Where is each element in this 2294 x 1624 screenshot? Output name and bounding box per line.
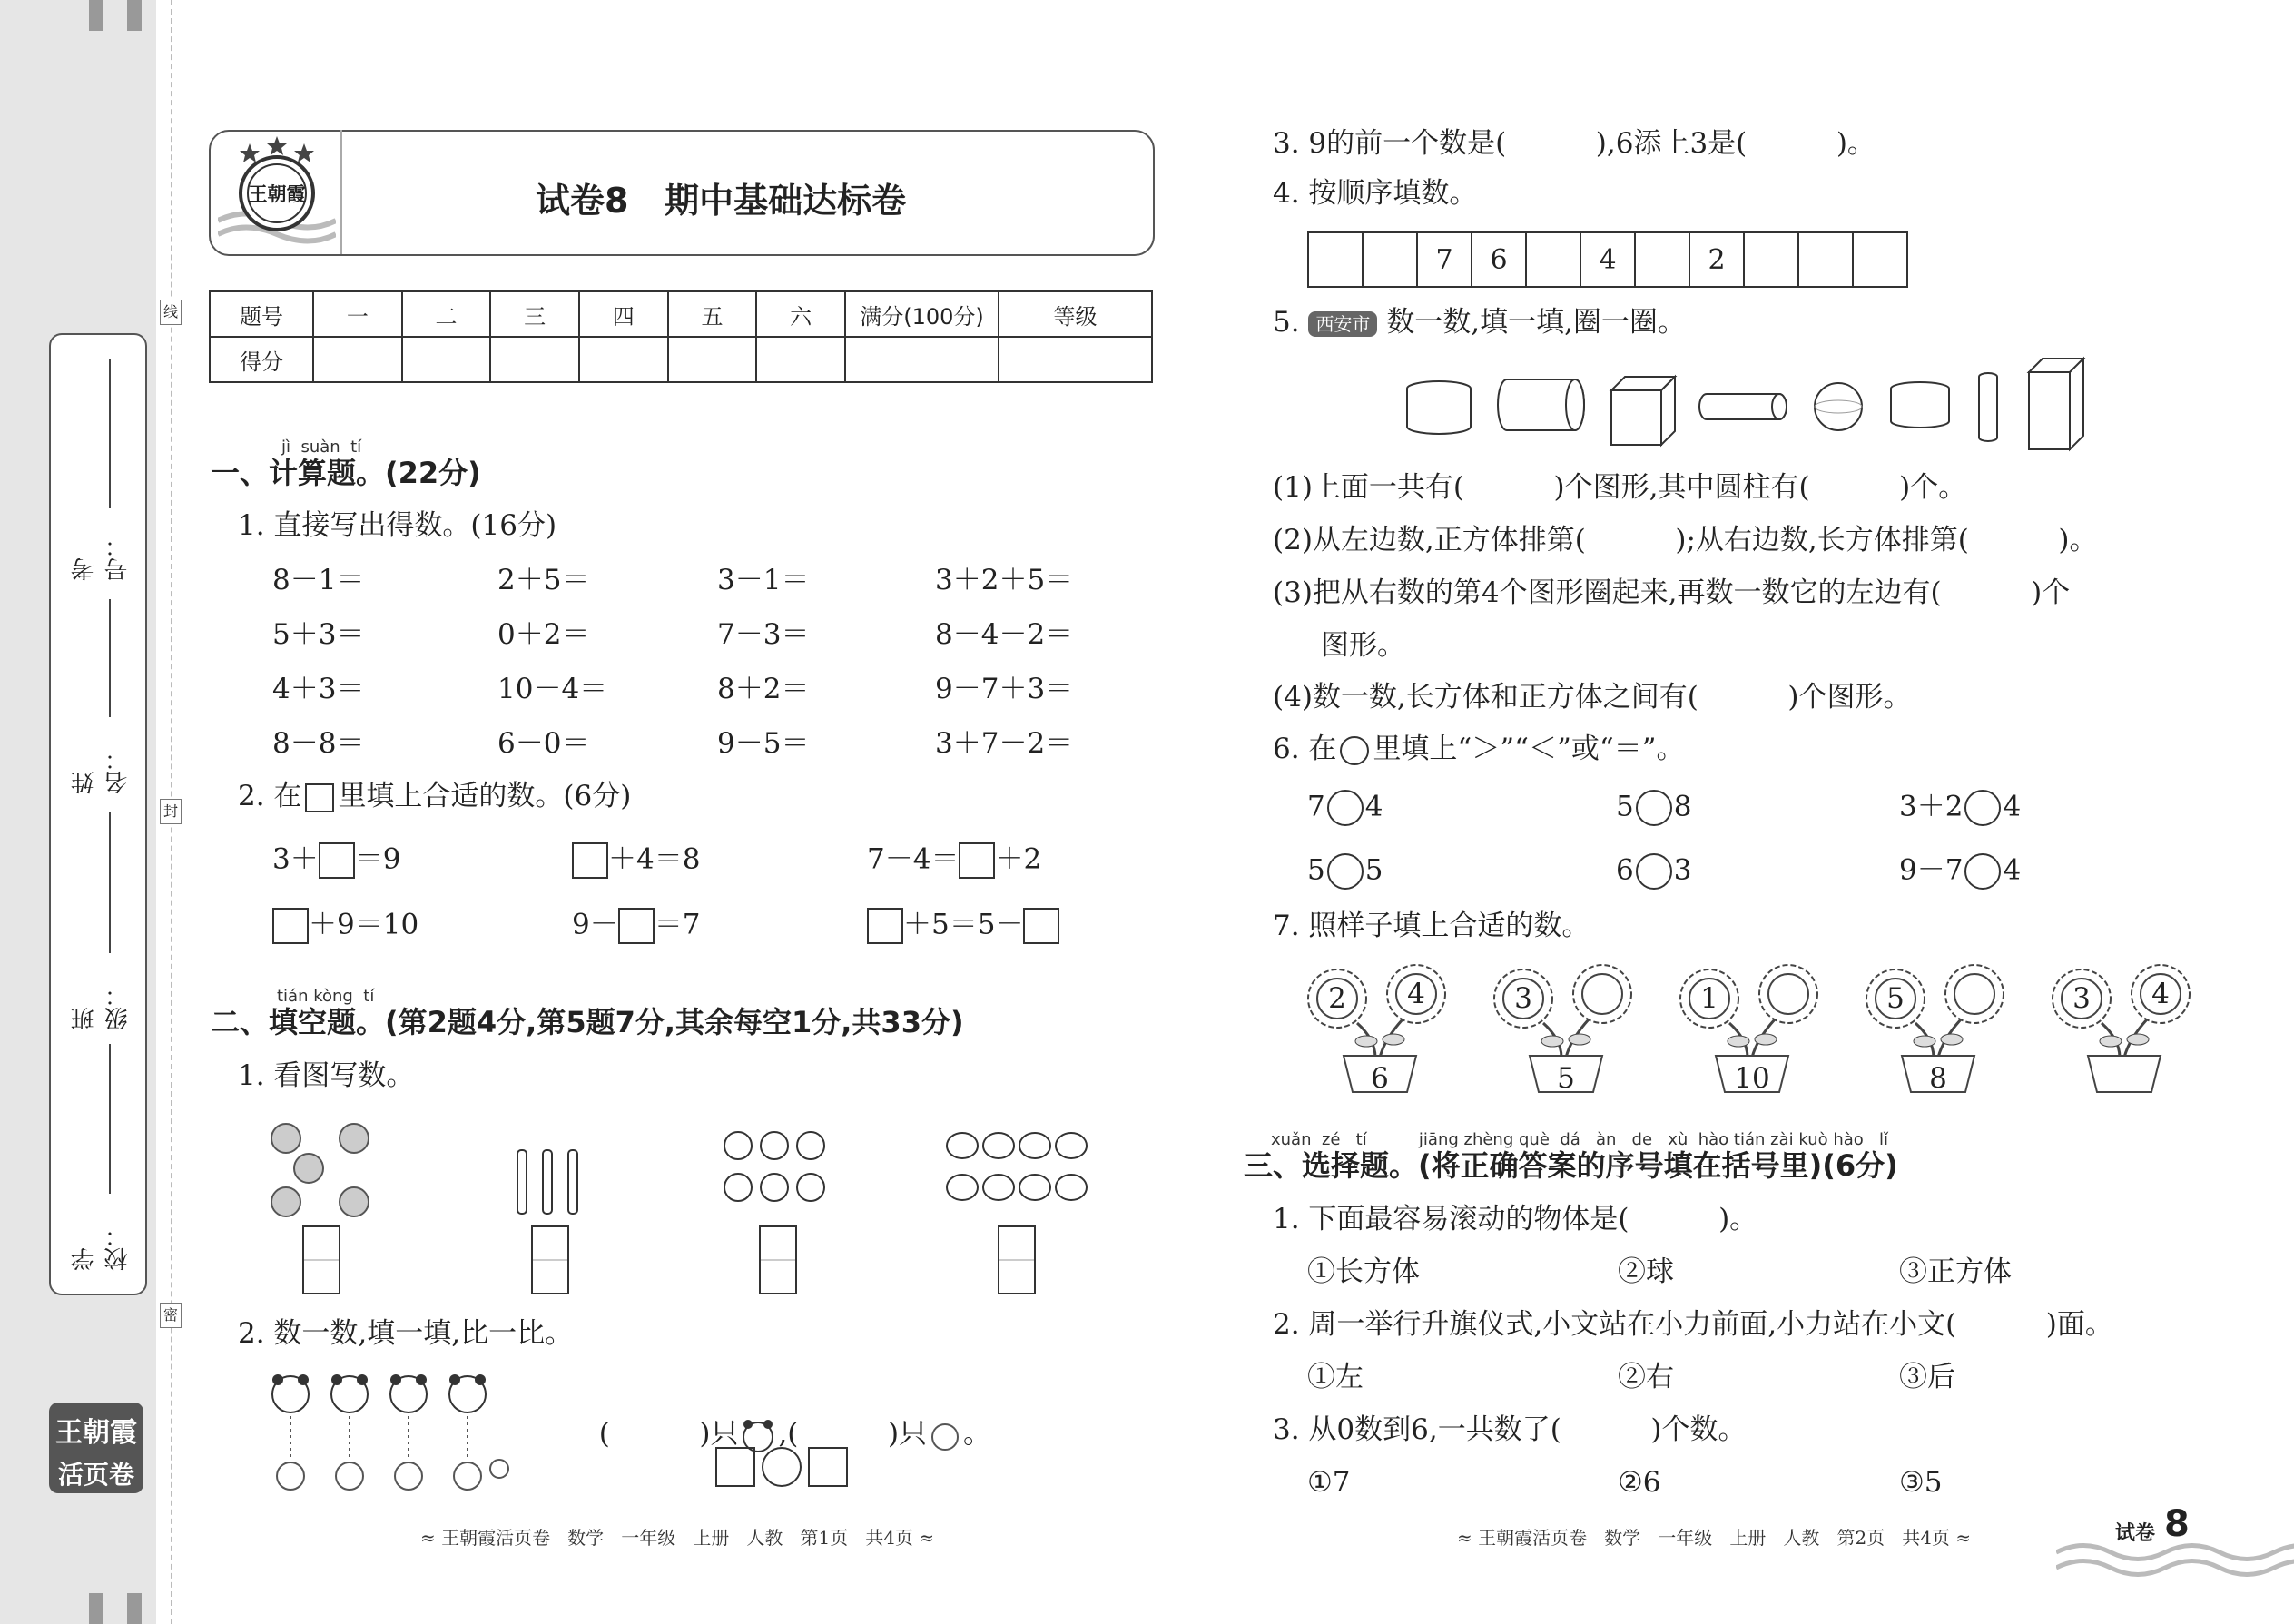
calc-item: 5＋3＝	[272, 618, 365, 651]
compare-right: 4	[2003, 790, 2022, 823]
calc-item: 3＋2＋5＝	[935, 564, 1074, 596]
calc-item: 10－4＝	[497, 673, 608, 705]
picture-group-sticks-icon	[513, 1146, 586, 1218]
binding-mark-top-2	[127, 0, 142, 31]
choice-option[interactable]: ②球	[1618, 1255, 1674, 1288]
solid-shapes-icon	[1398, 354, 2097, 454]
flower-left-number: 1	[1700, 982, 1718, 1015]
pot-number: 5	[1557, 1062, 1575, 1095]
compare-answer-row	[715, 1447, 848, 1487]
cuboid-icon	[2029, 359, 2083, 449]
score-header-cell: 六	[756, 291, 845, 337]
sequence-cell[interactable]	[1853, 232, 1907, 287]
answer-box[interactable]	[319, 842, 355, 879]
choice-option[interactable]: ②右	[1618, 1361, 1674, 1393]
answer-box-tall[interactable]	[531, 1225, 569, 1294]
flower-pot	[2047, 958, 2201, 1103]
answer-box-tall[interactable]	[759, 1225, 797, 1294]
fill-box-equation	[272, 908, 418, 944]
section1-q2-title	[238, 782, 631, 812]
compare-item	[1899, 790, 2021, 826]
q5-sub4: (4)数一数,长方体和正方体之间有( )个图形。	[1273, 681, 1912, 714]
calc-item: 9－5＝	[717, 727, 810, 760]
choice-option[interactable]: ②6	[1618, 1466, 1661, 1499]
flower-right-number[interactable]	[1591, 980, 1613, 1008]
cylinder-lying-icon	[1498, 379, 1584, 430]
cylinder-tall-icon	[1979, 373, 1997, 441]
fill-box-equation	[867, 908, 1059, 944]
flower-left-number: 5	[1886, 982, 1905, 1015]
brand-badge	[49, 1403, 143, 1493]
compare-left: 6	[1616, 853, 1634, 887]
answer-box-tall[interactable]	[302, 1225, 340, 1294]
fill-box-equation	[867, 842, 1041, 879]
panda-count-blank[interactable]: ( )只	[598, 1417, 739, 1451]
school-label: 学校：	[71, 1224, 132, 1271]
choice-option[interactable]: ③后	[1899, 1361, 1955, 1393]
q6-suffix: 里填上“＞”“＜”或“＝”。	[1373, 733, 1685, 765]
calc-item: 7－3＝	[717, 618, 810, 651]
score-header-cell: 等级	[999, 291, 1152, 337]
flower-left-number: 3	[2072, 982, 2091, 1015]
score-table-score-row	[210, 337, 1152, 382]
compare-left: 9－7	[1899, 853, 1964, 887]
paper-label: 试卷	[2115, 1522, 2156, 1545]
calc-item: 8－1＝	[272, 564, 365, 596]
seal-mark-seal: 封	[160, 799, 182, 824]
answer-box-icon	[305, 783, 334, 812]
compare-right: 5	[1364, 853, 1383, 887]
answer-box[interactable]	[572, 842, 608, 879]
flower-pots	[1303, 958, 2210, 1103]
eq-text: ＋4＝8	[608, 842, 701, 876]
pandas-and-chicks-icon	[265, 1369, 510, 1496]
compare-circle[interactable]	[1327, 790, 1364, 826]
info-field-class[interactable]	[67, 812, 132, 1030]
compare-right: 4	[2003, 853, 2022, 887]
sphere-icon	[1815, 383, 1862, 430]
seal-mark-line: 线	[160, 300, 182, 325]
sequence-cell[interactable]	[1744, 232, 1798, 287]
sequence-table	[1307, 231, 1908, 288]
compare-left: 5	[1616, 790, 1634, 823]
section1-title: 一、计算题。(22分)	[211, 456, 481, 490]
compare-item	[1307, 853, 1383, 890]
calc-item: 6－0＝	[497, 727, 590, 760]
sequence-cell: 7	[1417, 232, 1472, 287]
fill-box-equation	[272, 842, 400, 879]
eq-text: ＋2	[995, 842, 1042, 876]
info-field-exam-number[interactable]	[67, 359, 132, 581]
flower-right-number[interactable]	[1777, 980, 1799, 1008]
score-cell[interactable]	[579, 337, 668, 382]
choice-option[interactable]: ③5	[1899, 1466, 1943, 1499]
sequence-cell[interactable]	[1635, 232, 1689, 287]
answer-box[interactable]	[1023, 908, 1059, 944]
picture-group-shells-icon	[944, 1126, 1089, 1207]
score-header-cell: 满分(100分)	[845, 291, 999, 337]
header-logo-divider	[340, 130, 342, 254]
brand-line1: 王朝霞	[55, 1417, 137, 1449]
flower-right-number[interactable]: 4	[1407, 978, 1425, 1010]
score-cell[interactable]	[490, 337, 579, 382]
score-table-header-row	[210, 291, 1152, 337]
class-label: 班级：	[71, 983, 132, 1030]
sequence-cell: 4	[1580, 232, 1635, 287]
calc-item: 4＋3＝	[272, 673, 365, 705]
chick-icon	[927, 1417, 963, 1453]
score-row-label: 得分	[210, 337, 313, 382]
section2-title: 二、填空题。(第2题4分,第5题7分,其余每空1分,共33分)	[211, 1005, 964, 1039]
sequence-cell[interactable]	[1526, 232, 1580, 287]
section3-pinyin: xuǎn zé tí jiāng zhèng què dá àn de xù hào tián zài kuò hào lǐ	[1271, 1130, 1888, 1149]
compare-left: 3＋2	[1899, 790, 1964, 823]
section1-q1-title: 1. 直接写出得数。(16分)	[238, 509, 557, 542]
score-cell[interactable]	[999, 337, 1152, 382]
answer-box[interactable]	[618, 908, 655, 944]
exam-number-label: 考号：	[71, 534, 132, 581]
compare-blanks	[581, 1389, 991, 1453]
binding-mark-bottom-1	[89, 1593, 103, 1624]
pot-number: 6	[1371, 1062, 1389, 1095]
cylinder-flat-icon	[1891, 382, 1949, 428]
section2-q1-title: 1. 看图写数。	[238, 1059, 415, 1092]
compare-circle[interactable]	[1636, 790, 1672, 826]
q6-prefix: 6. 在	[1273, 733, 1337, 765]
score-cell[interactable]	[402, 337, 491, 382]
eq-text: ＝7	[654, 908, 701, 941]
school-line	[109, 1044, 111, 1194]
section3-q2: 2. 周一举行升旗仪式,小文站在小力前面,小力站在小文( )面。	[1273, 1308, 2113, 1341]
flower-pot	[1861, 958, 2015, 1103]
eq-text: 7－4＝	[867, 842, 960, 876]
compare-circle[interactable]	[1636, 853, 1672, 890]
compare-item	[1899, 853, 2021, 890]
name-line	[109, 599, 111, 717]
name-label: 姓名：	[71, 747, 132, 794]
section3-q1: 1. 下面最容易滚动的物体是( )。	[1273, 1203, 1758, 1235]
q5-text: 数一数,填一填,圈一圈。	[1386, 306, 1687, 339]
info-field-school[interactable]	[67, 1044, 132, 1271]
flower-pot	[1675, 958, 1829, 1103]
score-header-cell: 一	[313, 291, 402, 337]
compare-circle[interactable]	[1327, 853, 1364, 890]
section3-q3: 3. 从0数到6,一共数了( )个数。	[1273, 1413, 1747, 1446]
q5-sub2: (2)从左边数,正方体排第( );从右边数,长方体排第( )。	[1273, 524, 2098, 556]
pot-number: 8	[1929, 1062, 1947, 1095]
flower-pot	[1489, 958, 1643, 1103]
binding-mark-top-1	[89, 0, 103, 31]
section2-q5-title	[1273, 306, 1687, 339]
flower-pot	[1303, 958, 1457, 1103]
picture-group-balloons-icon	[263, 1118, 381, 1227]
sequence-cell[interactable]	[1363, 232, 1417, 287]
fill-box-equation	[572, 842, 700, 879]
compare-circle[interactable]	[1964, 853, 2001, 890]
flower-right-number: 4	[2151, 978, 2170, 1010]
eq-text: 3＋	[272, 842, 319, 876]
pot-number: 10	[1734, 1062, 1770, 1095]
q2-suffix: 里填上合适的数。(6分)	[338, 780, 632, 812]
score-cell[interactable]	[756, 337, 845, 382]
score-cell[interactable]	[845, 337, 999, 382]
score-header-cell: 题号	[210, 291, 313, 337]
section2-q4-title: 4. 按顺序填数。	[1273, 177, 1478, 210]
compare-item	[1616, 853, 1691, 890]
compare-circle[interactable]	[1964, 790, 2001, 826]
choice-option[interactable]: ①左	[1307, 1361, 1364, 1393]
calc-item: 8＋2＝	[717, 673, 810, 705]
paper-number: 8	[2164, 1503, 2190, 1545]
binding-mark-bottom-2	[127, 1593, 142, 1624]
answer-box[interactable]	[272, 908, 309, 944]
sequence-cell: 6	[1472, 232, 1526, 287]
flower-left-number: 2	[1328, 982, 1346, 1015]
score-header-cell: 五	[668, 291, 757, 337]
sequence-cell[interactable]	[1798, 232, 1853, 287]
picture-group-faces-icon	[722, 1126, 831, 1207]
q5-number: 5.	[1273, 306, 1300, 339]
compare-end: 。	[963, 1417, 992, 1451]
score-table	[209, 290, 1153, 383]
logo-text: 王朝霞	[248, 183, 306, 205]
eq-text: ＋5＝5－	[903, 908, 1024, 941]
section1-pinyin: jì suàn tí	[281, 438, 362, 457]
answer-box[interactable]	[959, 842, 995, 879]
class-line	[109, 812, 111, 953]
section3-title: 三、选择题。(将正确答案的序号填在括号里)(6分)	[1244, 1148, 1898, 1183]
page-title: 试卷8 期中基础达标卷	[536, 181, 907, 221]
score-cell[interactable]	[668, 337, 757, 382]
sequence-cell[interactable]	[1308, 232, 1363, 287]
cube-icon	[1611, 377, 1675, 445]
section2-q7-title: 7. 照样子填上合适的数。	[1273, 910, 1590, 942]
calc-item: 2＋5＝	[497, 564, 590, 596]
region-badge: 西安市	[1308, 311, 1377, 337]
section2-q3: 3. 9的前一个数是( ),6添上3是( )。	[1273, 127, 1876, 160]
answer-box[interactable]	[808, 1447, 848, 1487]
choice-option[interactable]: ①长方体	[1307, 1255, 1420, 1288]
fill-box-equation	[572, 908, 700, 944]
choice-option[interactable]: ①7	[1307, 1466, 1351, 1499]
answer-circle[interactable]	[762, 1447, 802, 1487]
eq-text: 9－	[572, 908, 618, 941]
calc-item: 0＋2＝	[497, 618, 590, 651]
compare-left: 7	[1307, 790, 1325, 823]
cylinder-thin-icon	[1699, 394, 1787, 419]
answer-box[interactable]	[715, 1447, 755, 1487]
eq-text: ＝9	[354, 842, 401, 876]
compare-right: 3	[1673, 853, 1692, 887]
score-header-cell: 四	[579, 291, 668, 337]
q5-sub1: (1)上面一共有( )个图形,其中圆柱有( )个。	[1273, 471, 1967, 504]
exam-number-line	[109, 359, 111, 508]
answer-box[interactable]	[867, 908, 903, 944]
seal-mark-secret: 密	[160, 1303, 182, 1328]
cylinder-short-icon	[1407, 381, 1471, 434]
score-cell[interactable]	[313, 337, 402, 382]
chick-count-blank[interactable]: ,( )只	[778, 1417, 928, 1451]
calc-item: 8－8＝	[272, 727, 365, 760]
section2-q2-title: 2. 数一数,填一填,比一比。	[238, 1317, 574, 1350]
flower-right-number[interactable]	[1964, 980, 1985, 1008]
calc-item: 8－4－2＝	[935, 618, 1074, 651]
compare-right: 8	[1673, 790, 1692, 823]
answer-box-tall[interactable]	[998, 1225, 1036, 1294]
footer-right: ≈ 王朝霞活页卷 数学 一年级 上册 人教 第2页 共4页 ≈	[1457, 1527, 1972, 1549]
q2-prefix: 2. 在	[238, 780, 302, 812]
section2-pinyin: tián kòng tí	[277, 987, 375, 1006]
sequence-cell: 2	[1689, 232, 1744, 287]
brand-line2: 活页卷	[57, 1460, 134, 1490]
footer-left: ≈ 王朝霞活页卷 数学 一年级 上册 人教 第1页 共4页 ≈	[420, 1527, 935, 1549]
eq-text: ＋9＝10	[309, 908, 419, 941]
choice-option[interactable]: ③正方体	[1899, 1255, 2012, 1288]
calc-item: 3＋7－2＝	[935, 727, 1074, 760]
q5-sub3b: 图形。	[1321, 629, 1405, 662]
compare-right: 4	[1364, 790, 1383, 823]
calc-item: 3－1＝	[717, 564, 810, 596]
calc-item: 9－7＋3＝	[935, 673, 1074, 705]
score-header-cell: 三	[490, 291, 579, 337]
compare-circle-icon	[1340, 736, 1369, 765]
info-field-name[interactable]	[67, 599, 132, 794]
compare-item	[1616, 790, 1691, 826]
q5-sub3a: (3)把从右数的第4个图形圈起来,再数一数它的左边有( )个	[1273, 576, 2071, 609]
flower-left-number: 3	[1514, 982, 1532, 1015]
section2-q6-title	[1273, 735, 1685, 765]
compare-item	[1307, 790, 1383, 826]
score-header-cell: 二	[402, 291, 491, 337]
pot-number[interactable]	[2106, 1065, 2142, 1092]
compare-left: 5	[1307, 853, 1325, 887]
